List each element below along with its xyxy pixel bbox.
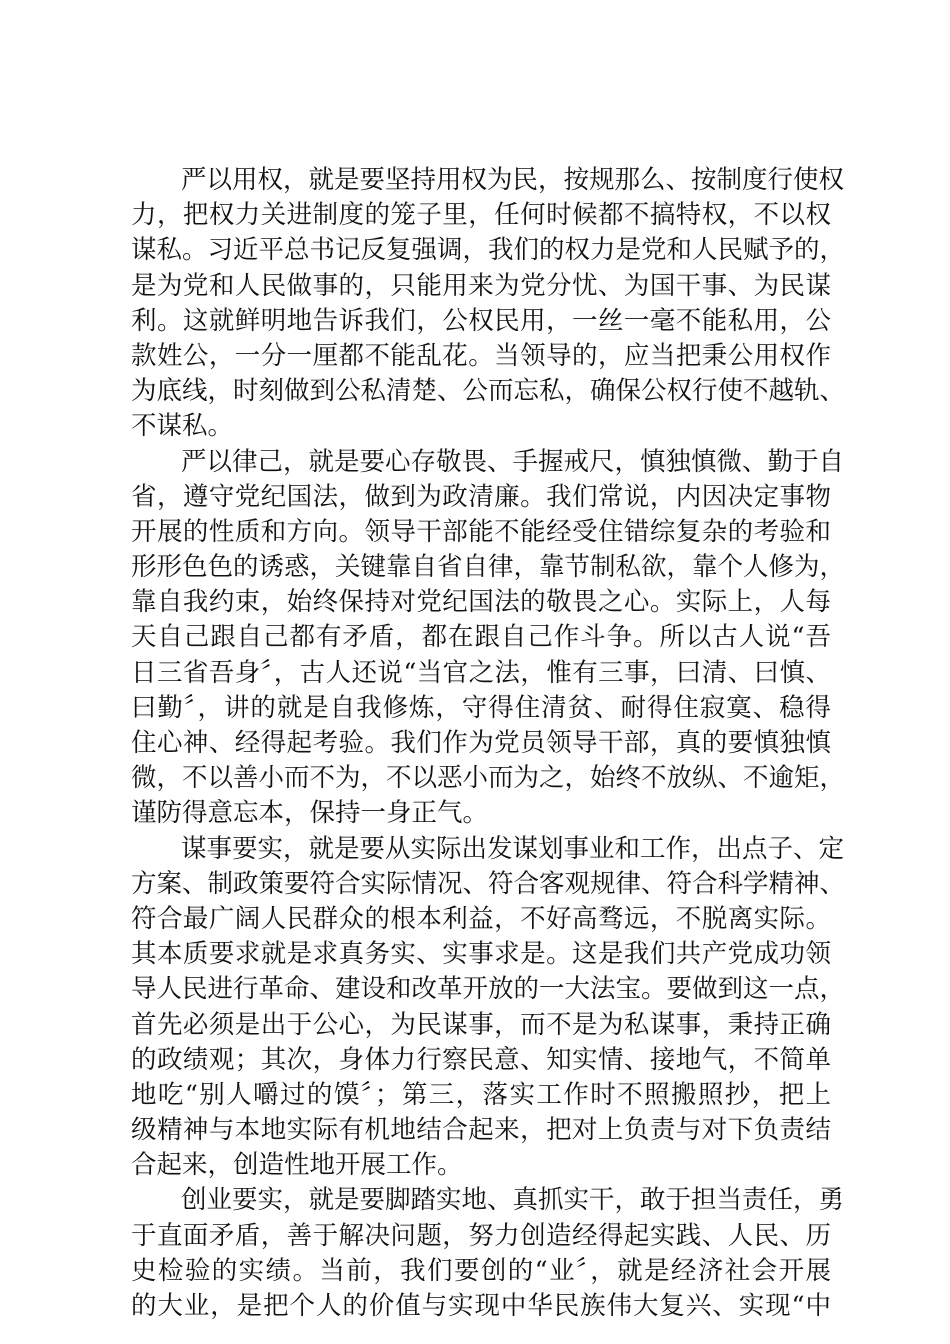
text-line: 开展的性质和方向。领导干部能不能经受住错综复杂的考验和 [131,516,831,547]
text-line: 曰勤〞，讲的就是自我修炼，守得住清贫、耐得住寂寞、稳得 [131,692,831,723]
text-line: 形形色色的诱惑，关键靠自省自律，靠节制私欲，靠个人修为， [131,552,846,583]
text-line: 住心神、经得起考验。我们作为党员领导干部，真的要慎独慎 [131,728,831,758]
paragraph-practical-enterprise [131,1183,845,1324]
text-line: 谨防得意忘本，保持一身正气。 [131,798,489,829]
text-line: 史检验的实绩。当前，我们要创的“业〞，就是经济社会开展 [131,1255,831,1286]
text-line: 严以律己，就是要心存敬畏、手握戒尺，慎独慎微、勤于自 [181,446,845,477]
text-line: 天自己跟自己都有矛盾，都在跟自己作斗争。所以古人说“吾 [131,622,831,653]
text-line: 首先必须是出于公心，为民谋事，而不是为私谋事，秉持正确 [131,1009,831,1040]
text-line: 其本质要求就是求真务实、实事求是。这是我们共产党成功领 [131,939,831,970]
paragraph-practical-planning [131,832,846,1184]
text-line: 靠自我约束，始终保持对党纪国法的敬畏之心。实际上，人每 [131,587,831,618]
text-line: 微，不以善小而不为，不以恶小而为之，始终不放纵、不逾矩， [131,763,846,794]
text-line: 符合最广阔人民群众的根本利益，不好高骛远，不脱离实际。 [131,903,831,934]
text-line: 的大业，是把个人的价值与实现中华民族伟大复兴、实现“中 [131,1291,831,1321]
text-line: 款姓公，一分一厘都不能乱花。当领导的，应当把秉公用权作 [131,340,831,371]
text-line: 为底线，时刻做到公私清楚、公而忘私，确保公权行使不越轨、 [131,376,846,407]
text-line: 的政绩观；其次，身体力行察民意、知实情、接地气，不简单 [131,1044,831,1075]
text-line: 省，遵守党纪国法，做到为政清廉。我们常说，内因决定事物 [131,481,831,512]
paragraph-strict-self-discipline [131,445,846,832]
text-line: 合起来，创造性地开展工作。 [131,1150,463,1181]
text-line: 级精神与本地实际有机地结合起来，把对上负责与对下负责结 [131,1115,831,1146]
text-line: 严以用权，就是要坚持用权为民，按规那么、按制度行使权 [181,165,845,195]
document-body [131,163,846,1324]
text-line: 创业要实，就是要脚踏实地、真抓实干，敢于担当责任，勇 [181,1185,845,1216]
text-line: 力，把权力关进制度的笼子里，任何时候都不搞特权，不以权 [131,200,831,231]
text-line: 地吃“别人嚼过的馍〞；第三，落实工作时不照搬照抄，把上 [131,1079,831,1110]
text-line: 日三省吾身〞，古人还说“当官之法，惟有三事，曰清、曰慎、 [131,657,831,688]
text-line: 利。这就鲜明地告诉我们，公权民用，一丝一毫不能私用，公 [131,305,831,336]
text-line: 谋事要实，就是要从实际出发谋划事业和工作，出点子、定 [181,833,845,864]
paragraph-strict-use-of-power [131,163,846,445]
text-line: 不谋私。 [131,411,234,442]
text-line: 谋私。习近平总书记反复强调，我们的权力是党和人民赋予的， [131,235,846,266]
text-line: 导人民进行革命、建设和改革开放的一大法宝。要做到这一点， [131,974,846,1005]
text-line: 于直面矛盾，善于解决问题，努力创造经得起实践、人民、历 [131,1220,831,1251]
text-line: 方案、制政策要符合实际情况、符合客观规律、符合科学精神、 [131,868,846,899]
text-line: 是为党和人民做事的，只能用来为党分忧、为国干事、为民谋 [131,270,831,301]
